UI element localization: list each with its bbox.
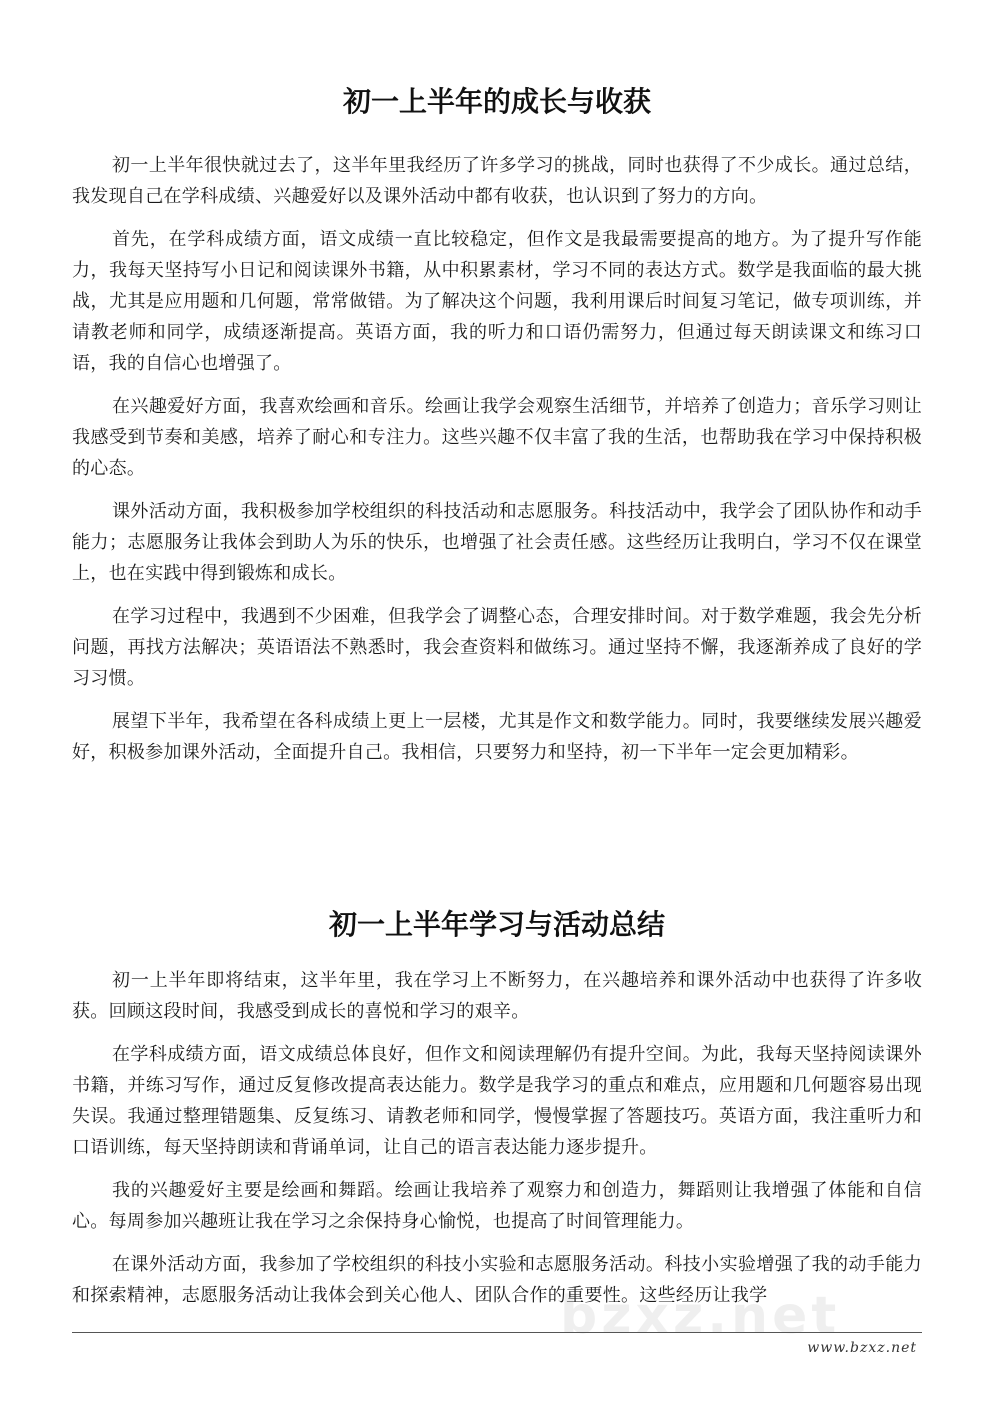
site-watermark: bzxz.net [560, 1286, 841, 1346]
essay-1-paragraph: 在兴趣爱好方面，我喜欢绘画和音乐。绘画让我学会观察生活细节，并培养了创造力；音乐学习则让我感受到节奏和美感，培养了耐心和专注力。这些兴趣不仅丰富了我的生活，也帮助我在学习中保持积极的心态。 [72, 396, 922, 479]
essay-1-paragraph: 在学习过程中，我遇到不少困难，但我学会了调整心态，合理安排时间。对于数学难题，我会先分析问题，再找方法解决；英语语法不熟悉时，我会查资料和做练习。通过坚持不懈，我逐渐养成了良好的学习习惯。 [72, 606, 922, 689]
essay-1-paragraph: 初一上半年很快就过去了，这半年里我经历了许多学习的挑战，同时也获得了不少成长。通过总结，我发现自己在学科成绩、兴趣爱好以及课外活动中都有收获，也认识到了努力的方向。 [72, 155, 922, 207]
essay-1-paragraph: 课外活动方面，我积极参加学校组织的科技活动和志愿服务。科技活动中，我学会了团队协作和动手能力；志愿服务让我体会到助人为乐的快乐，也增强了社会责任感。这些经历让我明白，学习不仅在课堂上，也在实践中得到锻炼和成长。 [72, 501, 922, 584]
essay-2-paragraph: 在课外活动方面，我参加了学校组织的科技小实验和志愿服务活动。科技小实验增强了我的动手能力和探索精神，志愿服务活动让我体会到关心他人、团队合作的重要性。这些经历让我学 [72, 1254, 922, 1306]
essay-1-paragraph: 展望下半年，我希望在各科成绩上更上一层楼，尤其是作文和数学能力。同时，我要继续发展兴趣爱好，积极参加课外活动，全面提升自己。我相信，只要努力和坚持，初一下半年一定会更加精彩。 [72, 711, 922, 763]
essay-1-title: 初一上半年的成长与收获 [342, 85, 651, 118]
essay-2 [72, 905, 922, 1323]
essay-2-paragraph: 初一上半年即将结束，这半年里，我在学习上不断努力，在兴趣培养和课外活动中也获得了许多收获。回顾这段时间，我感受到成长的喜悦和学习的艰辛。 [72, 970, 922, 1022]
footer-url: www.bzxz.net [807, 1340, 917, 1356]
essay-2-paragraph: 我的兴趣爱好主要是绘画和舞蹈。绘画让我培养了观察力和创造力，舞蹈则让我增强了体能和自信心。每周参加兴趣班让我在学习之余保持身心愉悦，也提高了时间管理能力。 [72, 1180, 922, 1232]
essay-1 [72, 82, 922, 780]
essay-2-title: 初一上半年学习与活动总结 [328, 908, 665, 941]
essay-2-paragraph: 在学科成绩方面，语文成绩总体良好，但作文和阅读理解仍有提升空间。为此，我每天坚持阅读课外书籍，并练习写作，通过反复修改提高表达能力。数学是我学习的重点和难点，应用题和几何题容易出现失误。我通过整理错题集、反复练习、请教老师和同学，慢慢掌握了答题技巧。英语方面，我注重听力和口语训练，每天坚持朗读和背诵单词，让自己的语言表达能力逐步提升。 [72, 1044, 922, 1158]
footer-divider [72, 1332, 922, 1333]
essay-1-paragraph: 首先，在学科成绩方面，语文成绩一直比较稳定，但作文是我最需要提高的地方。为了提升写作能力，我每天坚持写小日记和阅读课外书籍，从中积累素材，学习不同的表达方式。数学是我面临的最大挑战，尤其是应用题和几何题，常常做错。为了解决这个问题，我利用课后时间复习笔记，做专项训练，并请教老师和同学，成绩逐渐提高。英语方面，我的听力和口语仍需努力，但通过每天朗读课文和练习口语，我的自信心也增强了。 [72, 229, 922, 374]
